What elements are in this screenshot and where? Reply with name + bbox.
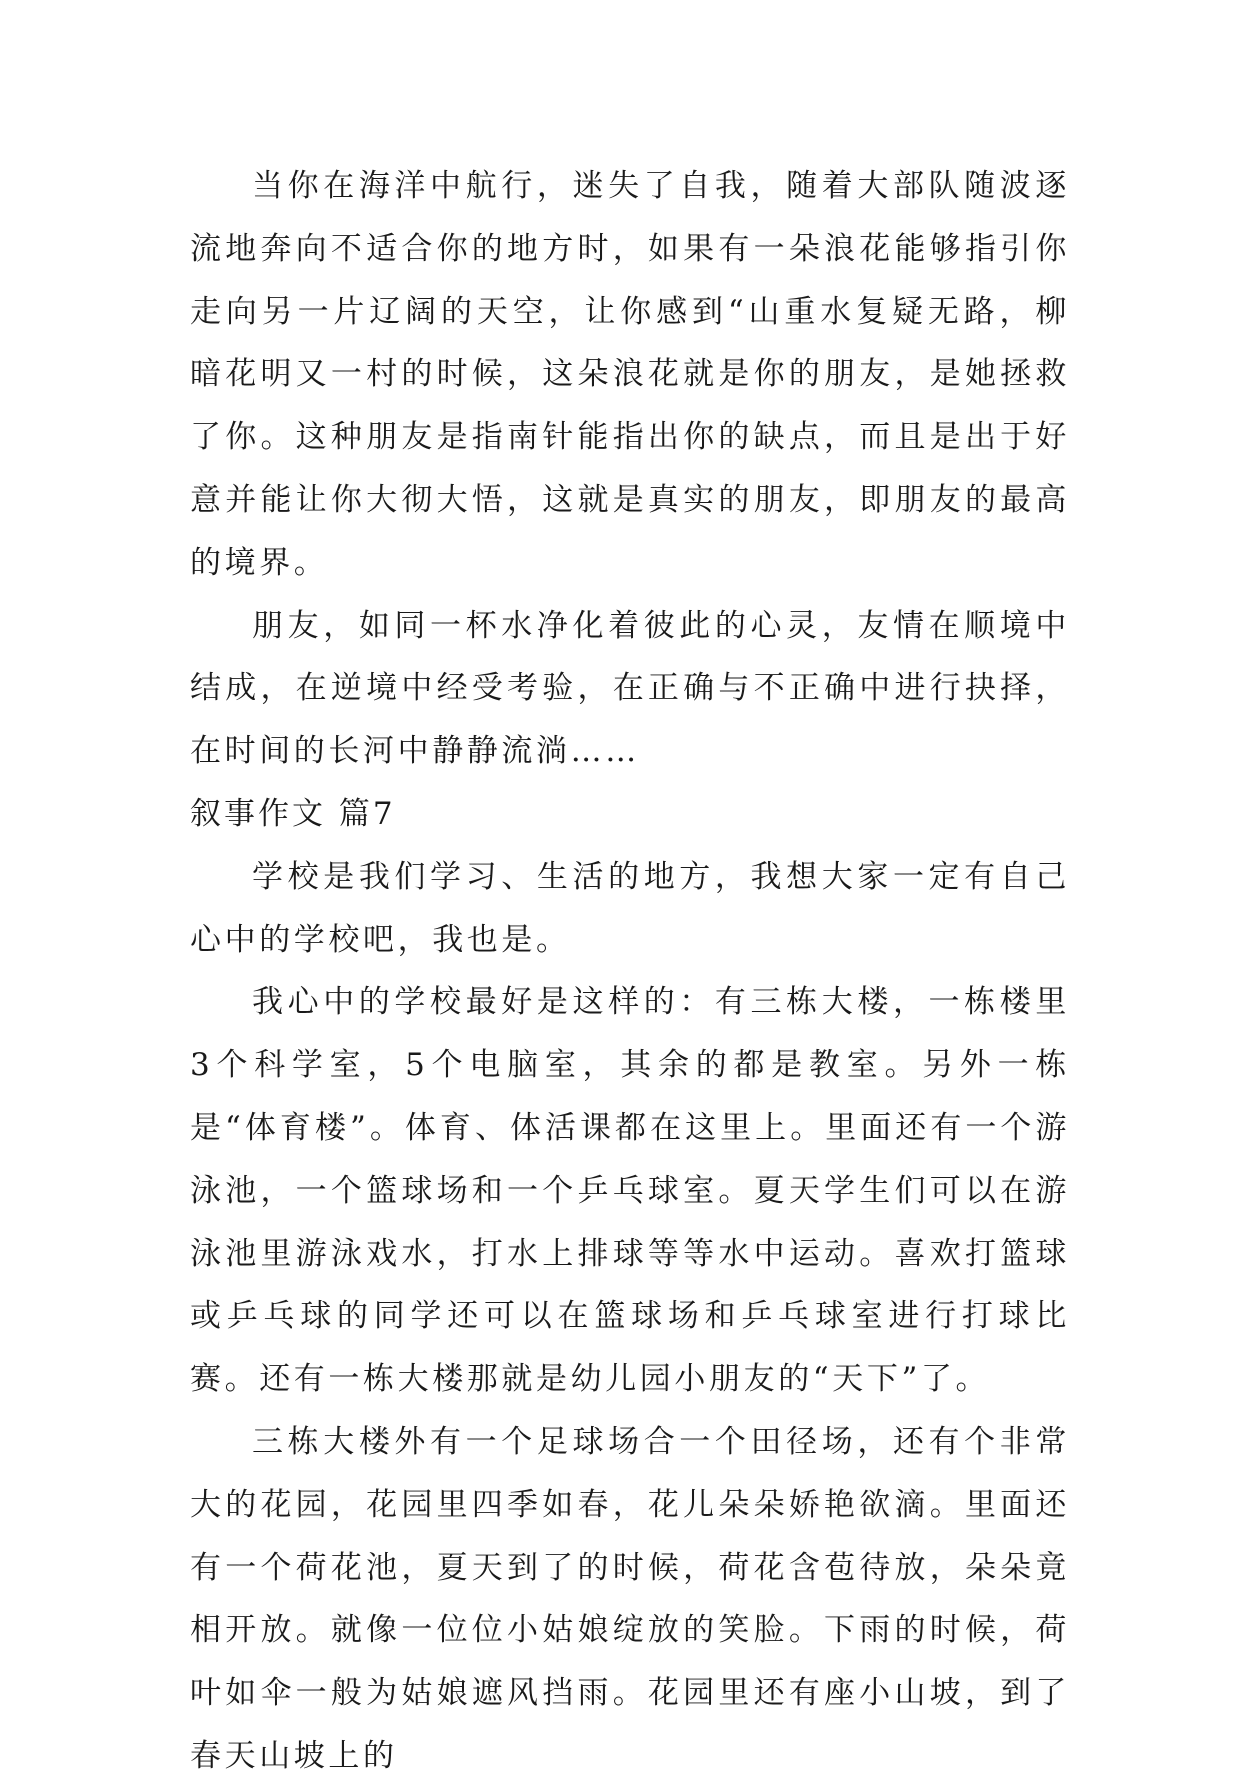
- document-page: [190, 155, 1070, 1788]
- paragraph-friend-water: 朋友，如同一杯水净化着彼此的心灵，友情在顺境中结成，在逆境中经受考验，在正确与不正确中进行抉择，在时间的长河中静静流淌……: [190, 607, 1070, 770]
- paragraph-school-intro: 学校是我们学习、生活的地方，我想大家一定有自己心中的学校吧，我也是。: [190, 858, 1070, 958]
- section-heading: 叙事作文 篇7: [190, 795, 396, 832]
- paragraph-friend-wave: 当你在海洋中航行，迷失了自我，随着大部队随波逐流地奔向不适合你的地方时，如果有一朵浪花能够指引你走向另一片辽阔的天空，让你感到“山重水复疑无路，柳暗花明又一村的时候，这朵浪花就是你的朋友，是她拯救了你。这种朋友是指南针能指出你的缺点，而且是出于好意并能让你大彻大悟，这就是真实的朋友，即朋友的最高的境界。: [190, 168, 1070, 581]
- paragraph-school-garden: 三栋大楼外有一个足球场合一个田径场，还有个非常大的花园，花园里四季如春，花儿朵朵娇艳欲滴。里面还有一个荷花池，夏天到了的时候，荷花含苞待放，朵朵竟相开放。就像一位位小姑娘绽放的笑脸。下雨的时候，荷叶如伞一般为姑娘遮风挡雨。花园里还有座小山坡，到了春天山坡上的: [190, 1423, 1070, 1774]
- paragraph-school-buildings: 我心中的学校最好是这样的：有三栋大楼，一栋楼里3个科学室，5个电脑室，其余的都是教室。另外一栋是“体育楼”。体育、体活课都在这里上。里面还有一个游泳池，一个篮球场和一个乒乓球室。夏天学生们可以在游泳池里游泳戏水，打水上排球等等水中运动。喜欢打篮球或乒乓球的同学还可以在篮球场和乒乓球室进行打球比赛。还有一栋大楼那就是幼儿园小朋友的“天下”了。: [190, 984, 1070, 1398]
